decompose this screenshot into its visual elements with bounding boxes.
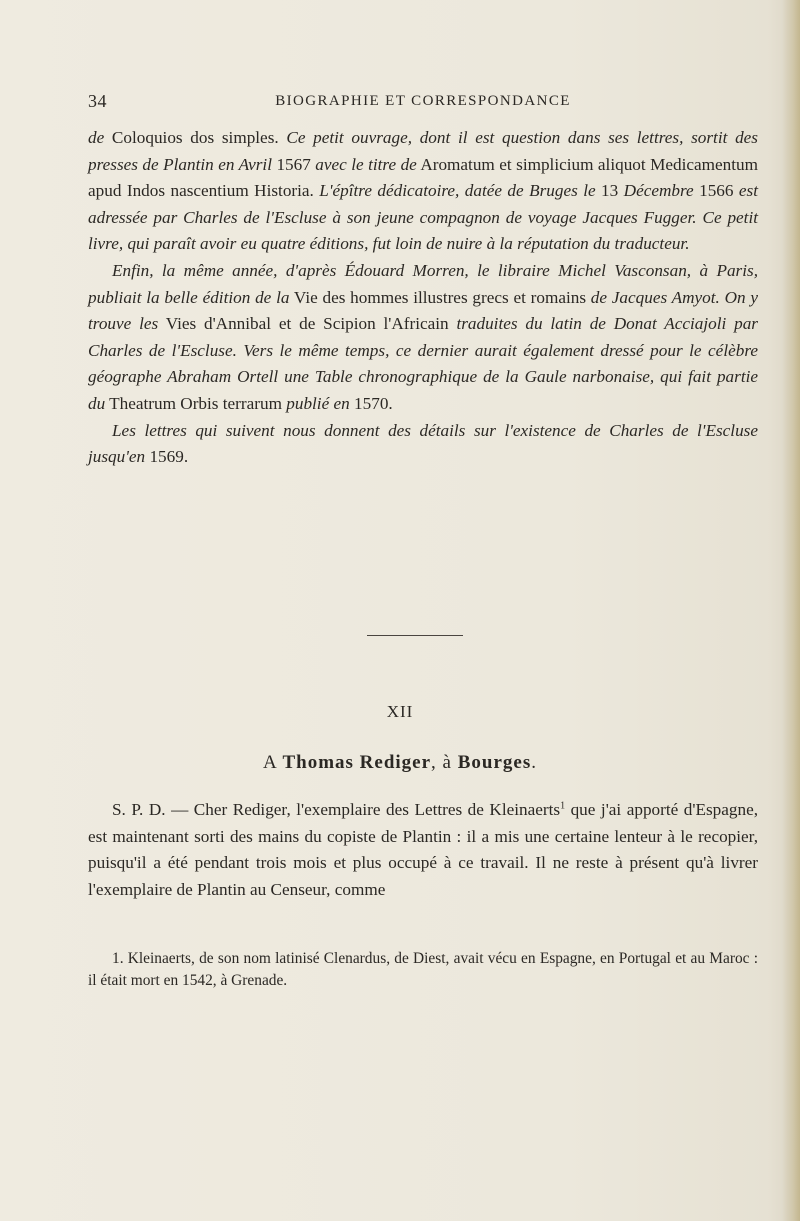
italic-text-run: L'épître dédicatoire, datée de Bruges le bbox=[319, 181, 602, 201]
page-edge-shadow bbox=[782, 0, 800, 1221]
footnote bbox=[88, 948, 758, 992]
page-header bbox=[88, 91, 758, 117]
letter-number: XII bbox=[386, 702, 414, 721]
italic-text-run: de Jacques Amyot. On y trouve les bbox=[88, 287, 758, 334]
roman-text-run: Coloquios dos simples. bbox=[104, 128, 287, 147]
paragraph-3 bbox=[88, 418, 758, 471]
italic-text-run: traduites du latin de Donat Acciajoli par Charles de l'Escluse. Vers le même temps, ce dernier aurait également dressé pour le célèbre géographe Abraham Ortell une Table chronographique de la Gaule narbonaise, qui fait partie du bbox=[88, 314, 758, 413]
italic-text-run: Décembre bbox=[623, 181, 700, 201]
italic-text-run: Enfin, la même année, d'après Édouard Morren, le libraire Michel Vasconsan, à Paris, publiait la belle édition de la bbox=[88, 260, 758, 307]
roman-text-run: 1569. bbox=[149, 447, 189, 467]
italic-text-run: publié en bbox=[286, 393, 355, 413]
roman-text-run: Aromatum et simplicium aliquot Medicamentum apud Indos nascentium Historia. bbox=[88, 154, 759, 201]
footnote-text: 1. Kleinaerts, de son nom latinisé Clenardus, de Diest, avait vécu en Espagne, en Portugal et au Maroc : il était mort en 1542, à Grenade. bbox=[88, 950, 758, 989]
heading-prefix: A bbox=[263, 752, 283, 773]
heading-end: . bbox=[531, 752, 537, 773]
roman-text-run: 13 bbox=[601, 181, 624, 201]
roman-text-run: 1570. bbox=[354, 393, 393, 413]
italic-text-run: avec le titre de bbox=[315, 154, 417, 174]
roman-text-run: Vie des hommes illustres grecs et romains bbox=[289, 287, 591, 307]
paragraph-1 bbox=[88, 125, 758, 258]
heading-mid: , à bbox=[431, 752, 458, 773]
letter-body bbox=[88, 797, 758, 903]
roman-text-run: 1566 bbox=[699, 181, 739, 201]
body-text bbox=[88, 125, 758, 471]
italic-text-run: de bbox=[88, 128, 105, 147]
recipient-place: Bourges bbox=[457, 752, 532, 773]
running-title: BIOGRAPHIE ET CORRESPONDANCE bbox=[275, 93, 571, 109]
letter-text-rest: que j'ai apporté d'Espagne, est maintenant sorti des mains du copiste de Plantin : il a mis une certaine lenteur à le recopier, puisqu'il a été pendant trois mois et plus occupé à ce travail. Il ne reste à présent qu'à livrer l'exemplaire de Plantin au Censeur, comme bbox=[88, 800, 758, 899]
italic-text-run: est adressée par Charles de l'Escluse à son jeune compagnon de voyage Jacques Fugger. Ce petit livre, qui paraît avoir eu quatre éditions, fut loin de nuire à la réputation du traducteur. bbox=[88, 181, 758, 254]
italic-text-run: Les lettres qui suivent nous donnent des détails sur l'existence de Charles de l'Escluse jusqu'en bbox=[88, 420, 758, 467]
letter-paragraph bbox=[88, 797, 758, 903]
roman-text-run: Vies d'Annibal et de Scipion l'Africain bbox=[158, 314, 457, 334]
recipient-name: Thomas Rediger bbox=[282, 752, 432, 773]
letter-heading bbox=[0, 752, 800, 774]
section-divider bbox=[367, 635, 463, 636]
roman-text-run: 1567 bbox=[276, 154, 316, 174]
letter-text-start: S. P. D. — Cher Rediger, l'exemplaire des Lettres de Kleinaerts bbox=[112, 800, 561, 819]
roman-text-run: Theatrum Orbis terrarum bbox=[105, 393, 287, 413]
footnote-marker: 1 bbox=[560, 800, 566, 812]
page-number: 34 bbox=[88, 91, 107, 111]
italic-text-run: Ce petit ouvrage, dont il est question dans ses lettres, sortit des presses de Plantin en Avril bbox=[88, 128, 758, 174]
paragraph-2 bbox=[88, 258, 758, 418]
